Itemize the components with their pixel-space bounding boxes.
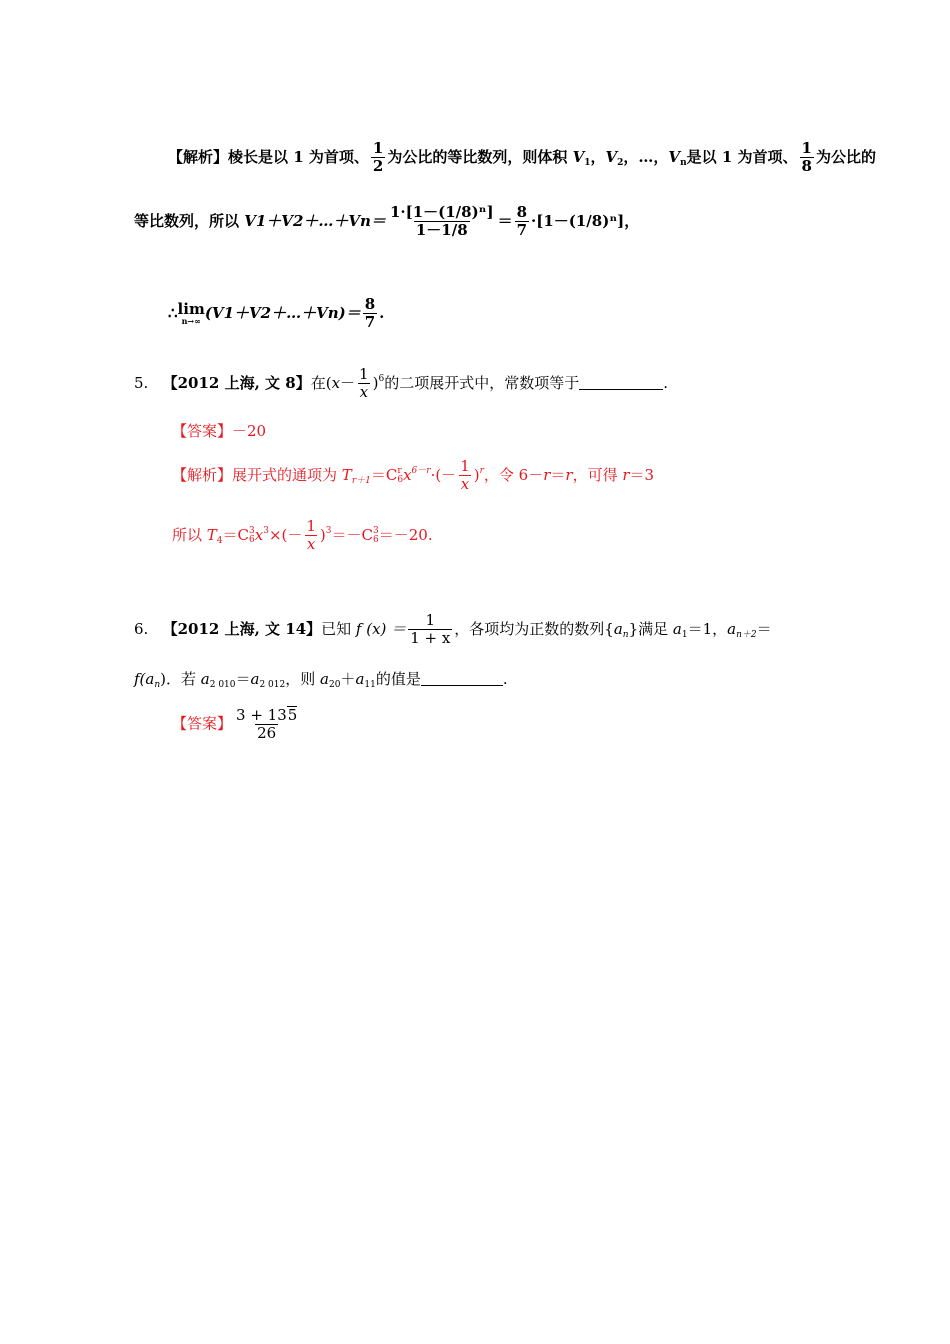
fraction-one-over-x: $\frac{1}{x}$ xyxy=(359,365,369,402)
fraction-one-eighth: $\frac{1}{8}$ xyxy=(801,139,812,176)
fraction-one-half: $\frac{1}{2}$ xyxy=(372,139,384,176)
answer-value: －20 xyxy=(232,422,267,440)
question-source: 【2012 上海, 文 14】 xyxy=(162,619,322,638)
answer-fraction: $\frac{3 + 135}{26}$ xyxy=(236,706,298,743)
analysis-label: 【解析】 xyxy=(172,465,233,484)
question-6-line-1: 6. 【2012 上海, 文 14】已知 f (x) ＝ $\frac{1}{1 + x}$ ，各项均为正数的数列$\{a_n\}$满足 $a_1=1$，$a_{n+2}=$ xyxy=(134,611,772,648)
question-5: 5. 【2012 上海, 文 8】在(x－ $\frac{1}{x}$ )$^6$的二项展开式中，常数项等于 . xyxy=(134,365,668,402)
analysis-label: 【解析】 xyxy=(168,147,229,166)
answer-label: 【答案】 xyxy=(172,422,233,440)
limit-result-fraction: $\frac{8}{7}$ xyxy=(364,295,376,332)
answer-blank xyxy=(421,684,503,686)
question-number: 5. xyxy=(134,373,149,392)
fraction-eight-sevenths: $\frac{8}{7}$ xyxy=(516,203,528,240)
question-6-answer xyxy=(172,706,301,743)
question-5-answer xyxy=(172,420,266,441)
fraction-one-over-x: $\frac{1}{x}$ xyxy=(460,457,470,494)
analysis-4-line-1: 【解析】棱长是以 1 为首项、 $\frac{1}{2}$ 为公比的等比数列，则体积 $V_1$，$V_2$，…，$V_n$是以 1 为首项、 $\frac{1}{8}$ 为公比的 xyxy=(168,139,876,176)
analysis-4-line-2: 等比数列，所以 V1＋V2＋…＋Vn＝ $\frac{\text{1·[1－(1/8)ⁿ]}}{1-1/8}$ ＝ $\frac{8}{7}$ ·[1－(1/8)ⁿ]， xyxy=(134,203,640,240)
function-fraction: $\frac{1}{1 + x}$ xyxy=(410,611,451,648)
answer-blank xyxy=(579,388,663,390)
fraction-one-over-x: $\frac{1}{x}$ xyxy=(306,517,316,554)
limit-operator: lim n→∞ xyxy=(177,300,205,327)
question-5-analysis-line-1: 【解析】展开式的通项为 $T_{r+1}=C$ r 6 $x^{6-r}\cdot(-$ $\frac{1}{x}$ )$^r$，令 6－r＝r，可得 r＝3 xyxy=(172,457,655,494)
square-root: 5 xyxy=(287,706,298,724)
question-number: 6. xyxy=(134,619,149,638)
analysis-4-line-3: ∴ lim n→∞ (V1＋V2＋…＋Vn)＝ $\frac{8}{7}$ . xyxy=(168,295,385,332)
question-5-analysis-line-2: 所以 $T_4=C$ 3 6 $x^3\times(-$ $\frac{1}{x}$ )$^3$＝－C 3 6 ＝－20. xyxy=(172,517,433,554)
question-6-line-2: $f(a_n)$．若 $a_{2 010}=a_{2 012}$，则 $a_{20}+a_{11}$的值是 . xyxy=(134,670,508,690)
question-source: 【2012 上海, 文 8】 xyxy=(162,373,311,392)
geometric-sum-fraction: $\frac{\text{1·[1－(1/8)ⁿ]}}{1-1/8}$ xyxy=(389,203,494,240)
answer-label: 【答案】 xyxy=(172,714,233,733)
